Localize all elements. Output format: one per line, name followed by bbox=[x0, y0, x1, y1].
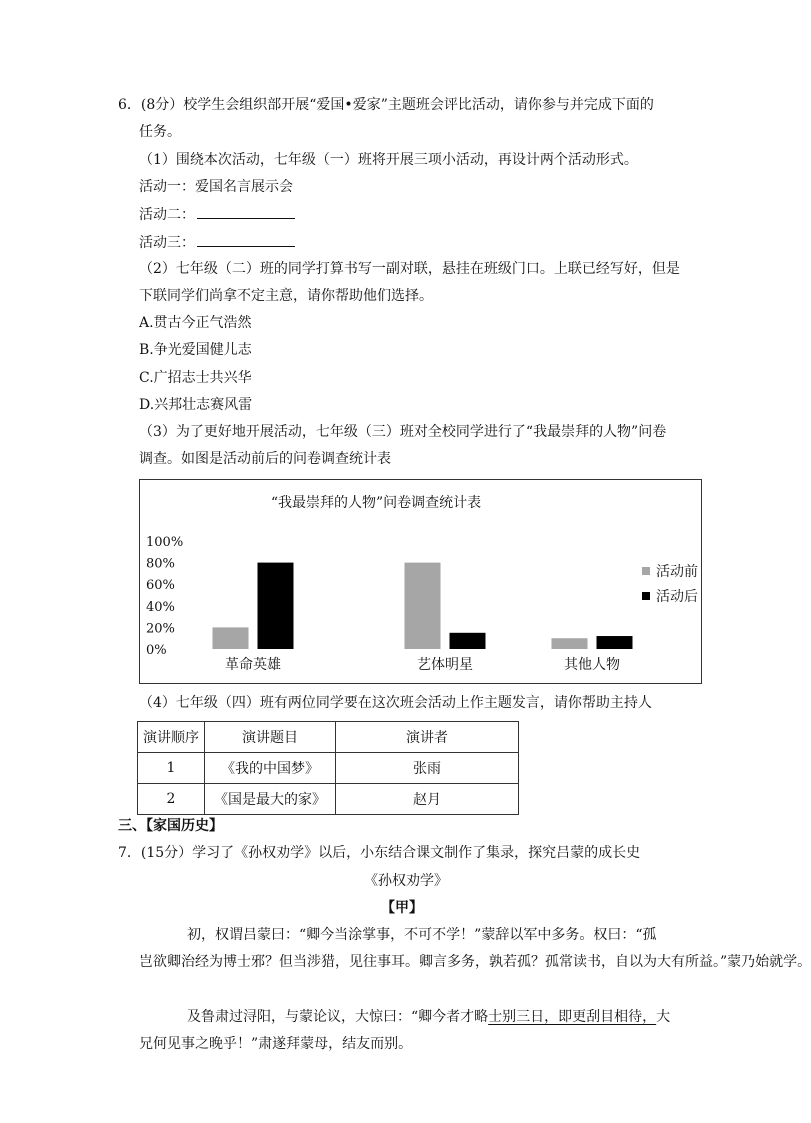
activity-3-label: 活动三： bbox=[139, 235, 195, 251]
passage-marker: 【甲】 bbox=[381, 900, 423, 916]
table-cell: 张雨 bbox=[336, 753, 519, 784]
option-c: C.广招志士共兴华 bbox=[139, 370, 252, 386]
x-tick-label: 革命英雄 bbox=[225, 657, 281, 673]
y-tick-label: 100% bbox=[146, 535, 184, 550]
section-heading: 三、【家国历史】 bbox=[118, 818, 223, 834]
passage-para2-line2: 兄何见事之晚乎！”肃遂拜蒙母，结友而别。 bbox=[139, 1036, 413, 1052]
legend-swatch bbox=[642, 592, 650, 600]
survey-chart bbox=[139, 479, 702, 684]
table-header-row bbox=[138, 722, 519, 753]
table-cell: 2 bbox=[138, 784, 205, 815]
activity-2-label: 活动二： bbox=[139, 207, 195, 223]
q6-line1: 6．(8分）校学生会组织部开展“爱国•爱家”主题班会评比活动，请你参与并完成下面的 bbox=[118, 97, 654, 113]
table-cell: 1 bbox=[138, 753, 205, 784]
x-tick-label: 艺体明星 bbox=[417, 657, 473, 673]
activity-2 bbox=[139, 205, 295, 224]
para2-underlined: 士别三日，即更刮目相待， bbox=[488, 1009, 657, 1025]
q6-part3-line1: （3）为了更好地开展活动，七年级（三）班对全校同学进行了“我最崇拜的人物”问卷 bbox=[139, 424, 667, 440]
y-tick-label: 60% bbox=[146, 578, 175, 594]
table-header: 演讲题目 bbox=[205, 722, 336, 753]
y-tick-label: 80% bbox=[146, 556, 175, 572]
table-row bbox=[138, 753, 519, 784]
activity-3 bbox=[139, 233, 295, 252]
para2-text-end: 大 bbox=[656, 1009, 671, 1025]
legend-label: 活动后 bbox=[656, 589, 698, 605]
option-d: D.兴邦壮志赛风雷 bbox=[139, 397, 253, 413]
bar-after bbox=[597, 636, 633, 649]
y-tick-label: 0% bbox=[146, 643, 167, 658]
table-row bbox=[138, 784, 519, 815]
table-cell: 《国是最大的家》 bbox=[205, 784, 336, 815]
q6-part2-line2: 下联同学们尚拿不定主意，请你帮助他们选择。 bbox=[139, 288, 433, 304]
q7-line1: 7．(15分）学习了《孙权劝学》以后，小东结合课文制作了集录，探究吕蒙的成长史 bbox=[118, 845, 641, 861]
x-tick-label: 其他人物 bbox=[564, 657, 620, 673]
option-a: A.贯古今正气浩然 bbox=[139, 315, 252, 331]
activity-2-blank[interactable] bbox=[197, 205, 295, 219]
para2-text: 及鲁肃过浔阳，与蒙论议，大惊曰：“卿今者才略 bbox=[187, 1009, 489, 1025]
bar-after bbox=[258, 563, 294, 649]
activity-3-blank[interactable] bbox=[197, 233, 295, 247]
q6-part2-line1: （2）七年级（二）班的同学打算书写一副对联，悬挂在班级门口。上联已经写好，但是 bbox=[139, 261, 680, 277]
q6-line2: 任务。 bbox=[139, 124, 181, 140]
chart-title: “我最崇拜的人物”问卷调查统计表 bbox=[270, 495, 482, 511]
legend-label: 活动前 bbox=[656, 564, 698, 580]
passage-para1-line2: 岂欲卿治经为博士邪？但当涉猎，见往事耳。卿言多务，孰若孤？孤常读书，自以为大有所益。”蒙乃始就学。 bbox=[139, 954, 811, 970]
passage-para1-line1: 初，权谓吕蒙曰：“卿今当涂掌事，不可不学！”蒙辞以军中多务。权曰：“孤 bbox=[187, 927, 657, 943]
bar-before bbox=[552, 638, 588, 649]
bar-before bbox=[213, 627, 249, 649]
table-cell: 赵月 bbox=[336, 784, 519, 815]
table-header: 演讲顺序 bbox=[138, 722, 205, 753]
y-tick-label: 40% bbox=[146, 599, 175, 615]
option-b: B.争光爱国健儿志 bbox=[139, 342, 252, 358]
speech-table bbox=[137, 721, 519, 815]
survey-chart-svg bbox=[140, 480, 701, 683]
q6-part1: （1）围绕本次活动，七年级（一）班将开展三项小活动，再设计两个活动形式。 bbox=[139, 152, 638, 168]
legend-swatch bbox=[642, 567, 650, 575]
bar-before bbox=[405, 563, 441, 649]
q6-part4: （4）七年级（四）班有两位同学要在这次班会活动上作主题发言，请你帮助主持人 bbox=[139, 695, 652, 711]
bar-after bbox=[450, 633, 486, 649]
passage-title: 《孙权劝学》 bbox=[364, 873, 448, 889]
table-header: 演讲者 bbox=[336, 722, 519, 753]
table-cell: 《我的中国梦》 bbox=[205, 753, 336, 784]
passage-para2-line1 bbox=[187, 1008, 670, 1026]
activity-1: 活动一：爱国名言展示会 bbox=[139, 179, 293, 195]
y-tick-label: 20% bbox=[146, 621, 175, 637]
q6-part3-line2: 调查。如图是活动前后的问卷调查统计表 bbox=[139, 451, 391, 467]
